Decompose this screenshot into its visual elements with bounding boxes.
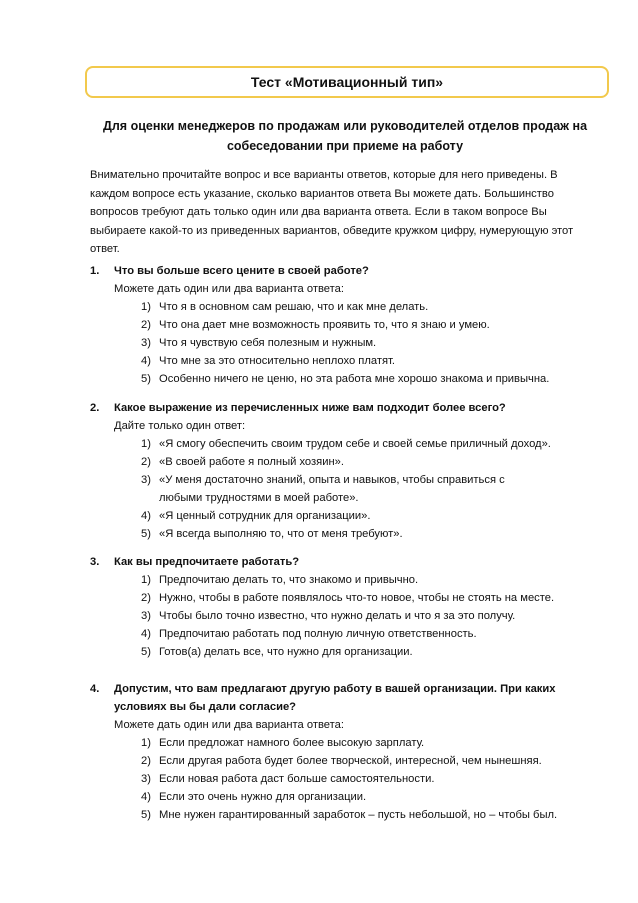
option-text: Если другая работа будет более творческой, интересной, чем нынешняя. (159, 755, 542, 767)
question-heading (90, 680, 610, 716)
answer-option (90, 298, 610, 316)
option-number: 1) (141, 438, 151, 450)
option-text: Мне нужен гарантированный заработок – пусть небольшой, но – чтобы был. (159, 809, 558, 821)
option-text: Что я в основном сам решаю, что и как мне делать. (159, 301, 429, 313)
option-text: Предпочитаю делать то, что знакомо и привычно. (159, 574, 419, 586)
answer-option (90, 571, 610, 589)
option-number: 4) (141, 791, 151, 803)
answer-option (90, 316, 610, 334)
answer-option (90, 589, 610, 607)
question-instruction: Дайте только один ответ: (114, 420, 246, 432)
question-text: Как вы предпочитаете работать? (114, 556, 300, 568)
answer-option (90, 806, 610, 824)
option-number: 4) (141, 510, 151, 522)
option-number: 4) (141, 355, 151, 367)
option-number: 1) (141, 574, 151, 586)
question-4 (90, 680, 610, 824)
option-number: 2) (141, 755, 151, 767)
answer-option (90, 625, 610, 643)
option-text: Если это очень нужно для организации. (159, 791, 367, 803)
answer-option (90, 453, 610, 471)
option-number: 1) (141, 737, 151, 749)
subtitle-line-1: Для оценки менеджеров по продажам или руководителей отделов продаж на (102, 119, 588, 133)
answer-option (90, 334, 610, 352)
question-heading (90, 553, 610, 571)
option-number: 2) (141, 592, 151, 604)
option-text: Готов(а) делать все, что нужно для организации. (159, 646, 413, 658)
answer-option (90, 507, 610, 525)
option-number: 2) (141, 456, 151, 468)
option-text: Предпочитаю работать под полную личную ответственность. (159, 628, 477, 640)
answer-option (90, 734, 610, 752)
question-1 (90, 262, 610, 388)
answer-option (90, 752, 610, 770)
option-text: Особенно ничего не ценю, но эта работа мне хорошо знакома и привычна. (159, 373, 550, 385)
option-number: 3) (141, 337, 151, 349)
question-number: 3. (90, 556, 100, 568)
option-number: 5) (141, 646, 151, 658)
answer-option (90, 435, 610, 453)
option-text: «В своей работе я полный хозяин». (159, 456, 344, 468)
answer-option (90, 525, 610, 543)
question-number: 2. (90, 402, 100, 414)
option-number: 1) (141, 301, 151, 313)
option-number: 5) (141, 373, 151, 385)
option-text: Что я чувствую себя полезным и нужным. (159, 337, 377, 349)
option-text: Что она дает мне возможность проявить то, что я знаю и умею. (159, 319, 490, 331)
question-heading (90, 262, 610, 280)
option-text: Если предложат намного более высокую зарплату. (159, 737, 425, 749)
question-instruction: Можете дать один или два варианта ответа: (114, 283, 344, 295)
test-title-box (85, 66, 609, 98)
question-instruction: Можете дать один или два варианта ответа: (114, 719, 344, 731)
option-text: «Я всегда выполняю то, что от меня требуют». (159, 528, 403, 540)
question-text: Допустим, что вам предлагают другую работу в вашей организации. При каких условиях вы бы дали согласие? (114, 683, 556, 713)
question-heading (90, 399, 610, 417)
option-number: 3) (141, 773, 151, 785)
instructions-paragraph: Внимательно прочитайте вопрос и все варианты ответов, которые для него приведены. В каждом вопросе есть указание, сколько вариантов ответа Вы можете дать. Большинство вопросов требуют дать только один или два варианта ответа. Если в таком вопросе Вы выбираете какой-то из приведенных вариантов, обведите кружком цифру, нумерующую этот ответ. (90, 169, 574, 255)
option-text: Нужно, чтобы в работе появлялось что-то новое, чтобы не стоять на месте. (159, 592, 555, 604)
option-number: 5) (141, 809, 151, 821)
test-title: Тест «Мотивационный тип» (250, 74, 444, 90)
option-text: «У меня достаточно знаний, опыта и навыков, чтобы справиться с любыми трудностями в моей работе». (159, 474, 505, 504)
option-number: 2) (141, 319, 151, 331)
option-number: 3) (141, 610, 151, 622)
question-number: 1. (90, 265, 100, 277)
answer-option (90, 770, 610, 788)
option-number: 3) (141, 474, 151, 486)
question-3 (90, 553, 610, 661)
question-text: Какое выражение из перечисленных ниже вам подходит более всего? (114, 402, 506, 414)
option-text: Если новая работа даст больше самостоятельности. (159, 773, 435, 785)
option-text: «Я ценный сотрудник для организации». (159, 510, 371, 522)
question-2 (90, 399, 610, 543)
option-text: Что мне за это относительно неплохо платят. (159, 355, 396, 367)
answer-option (90, 370, 610, 388)
option-text: Чтобы было точно известно, что нужно делать и что я за это получу. (159, 610, 516, 622)
subtitle-line-2: собеседовании при приеме на работу (226, 139, 464, 153)
answer-option (90, 607, 610, 625)
answer-option (90, 788, 610, 806)
option-number: 4) (141, 628, 151, 640)
question-text: Что вы больше всего цените в своей работе? (114, 265, 369, 277)
answer-option (90, 471, 610, 507)
question-number: 4. (90, 683, 100, 695)
answer-option (90, 643, 610, 661)
test-subtitle (90, 116, 600, 156)
answer-option (90, 352, 610, 370)
option-number: 5) (141, 528, 151, 540)
option-text: «Я смогу обеспечить своим трудом себе и своей семье приличный доход». (159, 438, 551, 450)
